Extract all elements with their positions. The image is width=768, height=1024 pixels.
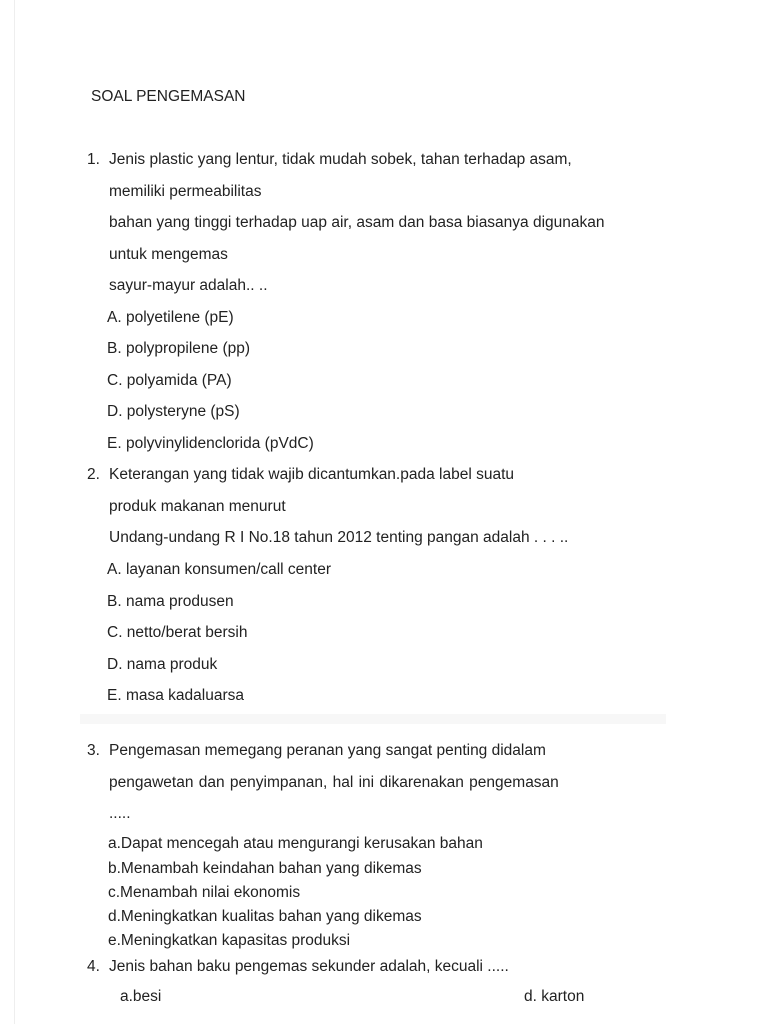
question-3-line-3: ..... <box>109 805 131 822</box>
document-title: SOAL PENGEMASAN <box>91 88 246 105</box>
question-2-line-2: produk makanan menurut <box>109 498 286 515</box>
question-3-option-d: d.Meningkatkan kualitas bahan yang dikemas <box>108 908 422 925</box>
question-4-number: 4. <box>87 958 100 975</box>
question-3-option-b: b.Menambah keindahan bahan yang dikemas <box>108 860 422 877</box>
question-1-option-c: C. polyamida (PA) <box>107 372 232 389</box>
question-4-option-d: d. karton <box>524 988 585 1005</box>
question-1-line-1: Jenis plastic yang lentur, tidak mudah sobek, tahan terhadap asam, <box>109 151 572 168</box>
question-3-number: 3. <box>87 742 100 759</box>
question-3-option-c: c.Menambah nilai ekonomis <box>108 884 301 901</box>
scan-band <box>80 714 666 724</box>
question-1-line-3: bahan yang tinggi terhadap uap air, asam dan basa biasanya digunakan <box>109 214 605 231</box>
question-1-option-e: E. polyvinylidenclorida (pVdC) <box>107 435 314 452</box>
question-2-option-b: B. nama produsen <box>107 593 234 610</box>
question-2-option-e: E. masa kadaluarsa <box>107 687 244 704</box>
question-4-line-1: Jenis bahan baku pengemas sekunder adalah, kecuali ..... <box>109 958 509 975</box>
question-2-number: 2. <box>87 466 100 483</box>
question-3-line-1: Pengemasan memegang peranan yang sangat penting didalam <box>109 742 546 759</box>
question-2-line-1: Keterangan yang tidak wajib dicantumkan.pada label suatu <box>109 466 514 483</box>
question-1-number: 1. <box>87 151 100 168</box>
question-1-option-d: D. polysteryne (pS) <box>107 403 240 420</box>
question-3-option-e: e.Meningkatkan kapasitas produksi <box>108 932 351 949</box>
question-1-line-2: memiliki permeabilitas <box>109 183 262 200</box>
question-2-option-d: D. nama produk <box>107 656 218 673</box>
question-3-line-2: pengawetan dan penyimpanan, hal ini dikarenakan pengemasan <box>109 774 559 791</box>
question-2-option-a: A. layanan konsumen/call center <box>107 561 332 578</box>
page-edge <box>14 0 15 1024</box>
question-1-option-a: A. polyetilene (pE) <box>107 309 234 326</box>
question-2-option-c: C. netto/berat bersih <box>107 624 248 641</box>
question-3-option-a: a.Dapat mencegah atau mengurangi kerusakan bahan <box>108 835 483 852</box>
question-2-line-3: Undang-undang R I No.18 tahun 2012 tenting pangan adalah . . . .. <box>109 529 569 546</box>
question-1-option-b: B. polypropilene (pp) <box>107 340 251 357</box>
question-4-option-a: a.besi <box>120 988 162 1005</box>
question-1-line-4: untuk mengemas <box>109 246 228 263</box>
question-1-line-5: sayur-mayur adalah.. .. <box>109 277 268 294</box>
